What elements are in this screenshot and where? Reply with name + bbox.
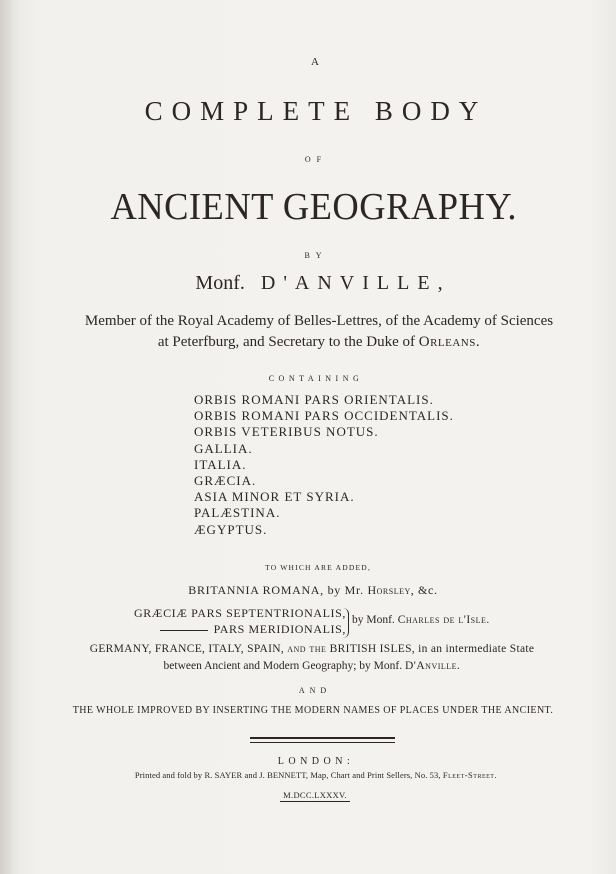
danville-name: D'Anville. [405, 660, 461, 672]
author-line [0, 272, 616, 295]
title-of: OF [304, 155, 328, 164]
graeciae-by: by Monf. [352, 614, 395, 626]
author-prefix: Monf. [195, 272, 245, 294]
page-edge-shadow [0, 0, 20, 874]
membership-line-2 [0, 334, 616, 351]
maps-list [194, 392, 454, 538]
germany-isles: BRITISH ISLES, in an intermediate State [329, 643, 535, 655]
imprint-printers: Printed and fold by R. SAYER and J. BENNETT, Map, Chart and Print Sellers, No. 53, [134, 770, 441, 780]
map-item: ORBIS VETERIBUS NOTUS. [194, 424, 379, 440]
added-label: TO WHICH ARE ADDED, [265, 563, 371, 572]
by-label: BY [304, 251, 328, 260]
imprint-line [0, 770, 616, 780]
brace [342, 608, 349, 638]
britannia-line [0, 583, 616, 598]
duke-name: Orleans. [418, 334, 481, 350]
graeciae-attribution [352, 614, 490, 626]
map-item: ASIA MINOR ET SYRIA. [194, 489, 355, 505]
imprint-street: Fleet-Street. [442, 770, 498, 780]
map-item: ÆGYPTUS. [194, 521, 268, 537]
germany-countries: GERMANY, FRANCE, ITALY, SPAIN, [89, 643, 284, 655]
germany-line-2 [0, 660, 616, 672]
germany-between: between Ancient and Modern Geography; by Monf. [163, 660, 403, 672]
membership-line-1: Member of the Royal Academy of Belles-Lettres, of the Academy of Sciences [84, 313, 554, 329]
membership-text: at Peterfburg, and Secretary to the Duke of [157, 334, 415, 350]
title-ancient-geography: ANCIENT GEOGRAPHY. [110, 186, 518, 228]
map-item: GALLIA. [194, 440, 253, 456]
map-item: ITALIA. [194, 456, 247, 472]
map-item: PALÆSTINA. [194, 505, 281, 521]
horsley-name: Horsley, [367, 583, 415, 597]
map-item: ORBIS ROMANI PARS ORIENTALIS. [194, 392, 434, 407]
graeciae-line-2: PARS MERIDIONALIS, [213, 622, 346, 636]
title-complete-body: COMPLETE BODY [144, 96, 488, 126]
imprint-date-wrap [0, 790, 616, 802]
germany-and: and the [287, 643, 327, 655]
ditto-dash [160, 630, 208, 631]
title-article: A [311, 56, 321, 68]
germany-line-1 [0, 643, 616, 655]
map-item: GRÆCIA. [194, 473, 257, 489]
containing-label: CONTAINING [268, 374, 364, 383]
britannia-etc: &c. [417, 583, 438, 597]
graeciae-group [118, 605, 346, 637]
double-rule [250, 737, 395, 743]
graeciae-line-1: GRÆCIÆ PARS SEPTENTRIONALIS, [133, 606, 346, 620]
imprint-city: LONDON: [277, 756, 355, 767]
author-name: D'ANVILLE, [260, 272, 451, 294]
imprint-date: M.DCC.LXXXV. [280, 790, 350, 802]
map-item: ORBIS ROMANI PARS OCCIDENTALIS. [194, 408, 454, 424]
improved-line: THE WHOLE IMPROVED BY INSERTING THE MODERN NAMES OF PLACES UNDER THE ANCIENT. [72, 705, 554, 716]
and-label: AND [298, 686, 332, 695]
britannia-text: BRITANNIA ROMANA, by Mr. [188, 583, 364, 597]
graeciae-line-2-wrap [118, 621, 346, 637]
delisle-name: Charles de l'Isle. [397, 614, 490, 626]
